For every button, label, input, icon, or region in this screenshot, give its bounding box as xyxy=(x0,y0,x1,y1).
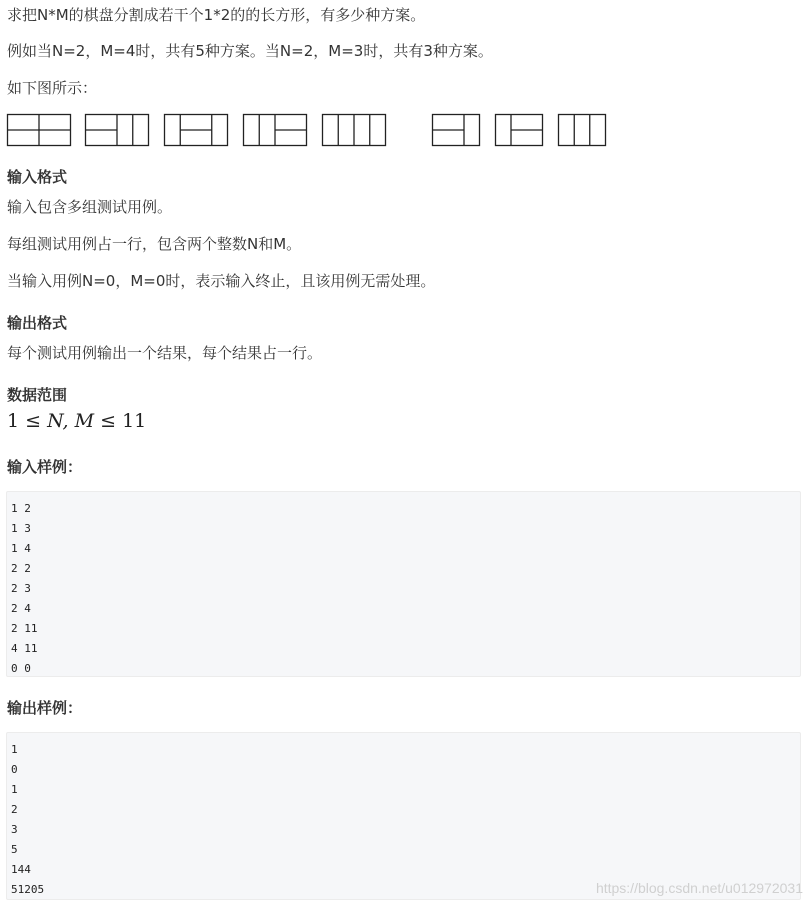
data-range-formula xyxy=(7,410,146,432)
input-format-heading: 输入格式 xyxy=(7,168,68,186)
code-line: 2 4 xyxy=(11,602,31,615)
sample-output-heading: 输出样例： xyxy=(7,699,83,717)
code-line: 1 2 xyxy=(11,502,31,515)
intro-line-2: 例如当N=2，M=4时，共有5种方案。当N=2，M=3时，共有3种方案。 xyxy=(7,42,493,60)
range-vars: N, M xyxy=(47,410,95,432)
code-line: 1 xyxy=(11,743,18,756)
code-line: 1 3 xyxy=(11,522,31,535)
range-upper: 11 xyxy=(122,410,147,432)
watermark: https://blog.csdn.net/u012972031 xyxy=(595,880,803,896)
tiling-2x4-c xyxy=(165,115,228,146)
range-op-1: ≤ xyxy=(25,410,42,432)
tiling-diagrams-svg xyxy=(0,112,809,148)
tiling-2x3-b xyxy=(496,115,543,146)
code-line: 0 0 xyxy=(11,662,31,675)
intro-line-3: 如下图所示： xyxy=(7,79,98,97)
code-line: 2 xyxy=(11,803,18,816)
tiling-2x4-b xyxy=(86,115,149,146)
code-line: 2 3 xyxy=(11,582,31,595)
tiling-2x3-a xyxy=(433,115,480,146)
range-op-2: ≤ xyxy=(100,410,117,432)
input-format-line-2: 每组测试用例占一行，包含两个整数N和M。 xyxy=(7,235,302,253)
tiling-2x4-d xyxy=(244,115,307,146)
output-format-heading: 输出格式 xyxy=(7,314,68,332)
sample-output-code xyxy=(6,732,801,900)
code-line: 3 xyxy=(11,823,18,836)
code-line: 2 11 xyxy=(11,622,38,635)
input-format-line-1: 输入包含多组测试用例。 xyxy=(7,198,173,216)
tiling-2x4-e xyxy=(323,115,386,146)
output-format-line-1: 每个测试用例输出一个结果，每个结果占一行。 xyxy=(7,344,323,362)
code-line: 2 2 xyxy=(11,562,31,575)
code-line: 1 xyxy=(11,783,18,796)
intro-line-1: 求把N*M的棋盘分割成若干个1*2的的长方形，有多少种方案。 xyxy=(7,6,426,24)
input-format-line-3: 当输入用例N=0，M=0时，表示输入终止，且该用例无需处理。 xyxy=(7,272,436,290)
tiling-2x4-a xyxy=(8,115,71,146)
code-line: 1 4 xyxy=(11,542,31,555)
code-line: 4 11 xyxy=(11,642,38,655)
sample-input-code xyxy=(6,491,801,677)
tiling-2x3-c xyxy=(559,115,606,146)
code-line: 5 xyxy=(11,843,18,856)
sample-input-heading: 输入样例： xyxy=(7,458,83,476)
tiling-diagrams xyxy=(0,112,809,148)
range-lower: 1 xyxy=(7,410,20,432)
data-range-heading: 数据范围 xyxy=(7,386,68,404)
code-line: 144 xyxy=(11,863,31,876)
code-line: 0 xyxy=(11,763,18,776)
code-line: 51205 xyxy=(11,883,45,896)
